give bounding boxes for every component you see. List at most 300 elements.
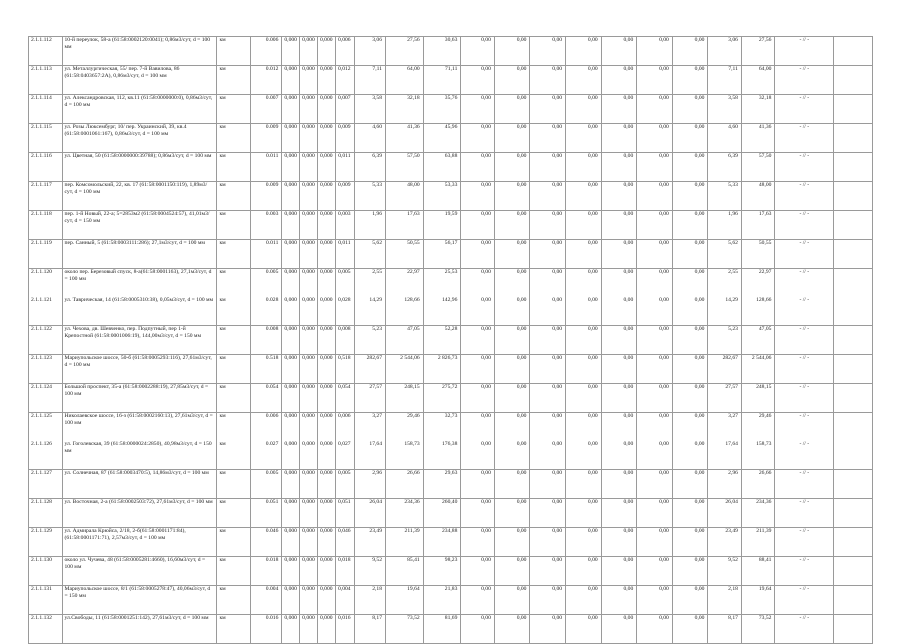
row-value-e bbox=[335, 528, 354, 557]
row-value-p bbox=[708, 269, 742, 326]
row-value-o bbox=[672, 557, 708, 586]
row-value-c bbox=[300, 269, 318, 326]
row-value-a bbox=[250, 211, 281, 240]
cell-text: км bbox=[219, 615, 226, 621]
cell-text: 17,63 bbox=[758, 211, 772, 217]
cell-text: 0,000 bbox=[319, 153, 333, 159]
cell-text: 3,27 bbox=[728, 413, 738, 419]
cell-text: 2,18 bbox=[372, 586, 383, 592]
row-value-n bbox=[637, 384, 673, 413]
cell-text: 0,000 bbox=[284, 37, 297, 43]
row-address bbox=[62, 182, 217, 211]
row-value-a bbox=[250, 95, 281, 124]
cell-text-sub: 0.027 bbox=[265, 441, 279, 447]
cell-text: 0,00 bbox=[587, 95, 598, 101]
cell-text: 0,000 bbox=[319, 355, 333, 361]
cell-text: 0.518 bbox=[265, 355, 279, 361]
cell-text: 41,36 bbox=[407, 124, 420, 130]
cell-text: - // - bbox=[799, 499, 810, 505]
row-value-j bbox=[494, 66, 530, 95]
row-value-l bbox=[566, 240, 602, 269]
row-value-k bbox=[530, 269, 566, 326]
row-code bbox=[29, 37, 63, 66]
cell-text: 0.016 bbox=[265, 615, 279, 621]
row-value-n bbox=[637, 528, 673, 557]
table-row bbox=[29, 153, 873, 182]
table-row bbox=[29, 326, 873, 355]
cell-text: 0,00 bbox=[694, 182, 705, 188]
row-note bbox=[775, 37, 834, 66]
cell-text: 2.1.1.124 bbox=[31, 384, 52, 390]
cell-text: 0,00 bbox=[587, 557, 598, 563]
row-value-l bbox=[566, 557, 602, 586]
cell-text: 0,00 bbox=[587, 37, 598, 43]
row-code bbox=[29, 586, 63, 615]
row-value-j bbox=[494, 37, 530, 66]
cell-text: 0,046 bbox=[338, 528, 351, 534]
row-value-a bbox=[250, 384, 281, 413]
cell-text: 0,000 bbox=[302, 269, 315, 275]
cell-text: 0,000 bbox=[319, 269, 333, 275]
row-value-h bbox=[423, 66, 461, 95]
cell-text: 0,000 bbox=[302, 66, 315, 72]
cell-text: 0,00 bbox=[516, 124, 527, 130]
cell-text: - // - bbox=[799, 269, 810, 275]
row-value-d bbox=[317, 413, 335, 470]
row-value-j bbox=[494, 269, 530, 326]
row-value-i bbox=[461, 37, 495, 66]
row-value-h bbox=[423, 528, 461, 557]
row-value-h bbox=[423, 37, 461, 66]
cell-text: 0,00 bbox=[623, 499, 634, 505]
cell-text: 0,000 bbox=[284, 124, 297, 130]
row-value-j bbox=[494, 470, 530, 499]
row-value-n bbox=[637, 37, 673, 66]
cell-text: 0,00 bbox=[694, 211, 705, 217]
row-value-g bbox=[386, 384, 424, 413]
row-value-m bbox=[601, 528, 637, 557]
row-value-e bbox=[335, 37, 354, 66]
row-value-m bbox=[601, 240, 637, 269]
row-unit bbox=[217, 557, 251, 586]
cell-text: 27,56 bbox=[407, 37, 420, 43]
cell-text-sub: км bbox=[219, 297, 226, 303]
cell-text-sub: - // - bbox=[799, 297, 810, 303]
cell-text: 0,000 bbox=[284, 240, 297, 246]
cell-text: 0,000 bbox=[284, 355, 297, 361]
cell-text: 0,005 bbox=[338, 269, 351, 275]
cell-text: 0,00 bbox=[659, 153, 669, 159]
cell-text: 0,00 bbox=[659, 586, 669, 592]
row-value-l bbox=[566, 470, 602, 499]
cell-text: 5,62 bbox=[728, 240, 738, 246]
row-unit bbox=[217, 355, 251, 384]
cell-text: 0,000 bbox=[284, 528, 297, 534]
row-value-a bbox=[250, 499, 281, 528]
cell-text: 0,00 bbox=[481, 182, 491, 188]
row-value-k bbox=[530, 37, 566, 66]
row-value-j bbox=[494, 240, 530, 269]
row-unit bbox=[217, 269, 251, 326]
row-value-f bbox=[354, 153, 385, 182]
row-value-p bbox=[708, 211, 742, 240]
cell-text: 0,00 bbox=[694, 384, 705, 390]
row-value-d bbox=[317, 470, 335, 499]
cell-text: км bbox=[219, 153, 226, 159]
cell-text: 0,00 bbox=[623, 557, 634, 563]
cell-text: 9,52 bbox=[728, 557, 738, 563]
cell-text: 4,60 bbox=[372, 124, 383, 130]
cell-text: 0,00 bbox=[552, 499, 563, 505]
row-value-o bbox=[672, 153, 708, 182]
cell-text: 0.051 bbox=[265, 499, 279, 505]
row-value-d bbox=[317, 37, 335, 66]
row-value-i bbox=[461, 211, 495, 240]
row-value-j bbox=[494, 557, 530, 586]
row-value-n bbox=[637, 413, 673, 470]
cell-text-sub: 176,38 bbox=[442, 441, 458, 447]
row-value-j bbox=[494, 413, 530, 470]
row-value-i bbox=[461, 470, 495, 499]
row-code bbox=[29, 124, 63, 153]
cell-text: км bbox=[219, 240, 226, 246]
cell-text: 0,012 bbox=[338, 66, 351, 72]
cell-text: 0,00 bbox=[552, 528, 563, 534]
row-unit bbox=[217, 153, 251, 182]
row-value-n bbox=[637, 326, 673, 355]
table-row bbox=[29, 240, 873, 269]
cell-text: 81,69 bbox=[444, 615, 458, 621]
cell-text: 0,00 bbox=[552, 557, 563, 563]
cell-text: 88,41 bbox=[758, 557, 772, 563]
row-value-b bbox=[282, 124, 300, 153]
cell-text: 0,00 bbox=[623, 240, 634, 246]
cell-text: 0,000 bbox=[319, 124, 333, 130]
cell-text: 282,67 bbox=[366, 355, 383, 361]
cell-text-sub: км bbox=[219, 441, 226, 447]
cell-text: 47,05 bbox=[758, 326, 772, 332]
cell-text: 5,23 bbox=[728, 326, 738, 332]
cell-text: 0,00 bbox=[694, 413, 705, 419]
cell-text: 64,00 bbox=[758, 66, 772, 72]
cell-text: км bbox=[219, 413, 226, 419]
table-row bbox=[29, 124, 873, 153]
cell-text: 0,00 bbox=[694, 499, 705, 505]
row-empty-cell bbox=[834, 557, 873, 586]
row-value-g bbox=[386, 470, 424, 499]
row-unit bbox=[217, 211, 251, 240]
row-value-n bbox=[637, 153, 673, 182]
row-value-b bbox=[282, 66, 300, 95]
cell-text: 0,000 bbox=[319, 413, 333, 419]
row-unit bbox=[217, 95, 251, 124]
row-value-e bbox=[335, 384, 354, 413]
cell-text: 45,96 bbox=[444, 124, 458, 130]
row-note bbox=[775, 66, 834, 95]
cell-text: 0,00 bbox=[587, 470, 598, 476]
cell-text: 0,00 bbox=[694, 124, 705, 130]
cell-text: 2.1.1.123 bbox=[31, 355, 52, 361]
row-value-e bbox=[335, 66, 354, 95]
cell-text: 2.1.1.128 bbox=[31, 499, 52, 505]
cell-text: ул. Розы Люксембург, 10/ пер. Украинский, 39, кв.4 (61:58:0001061:167), 0,86м3/сут, d = 100 мм bbox=[64, 124, 187, 137]
cell-text-sub: 158,73 bbox=[756, 441, 772, 447]
row-value-g bbox=[386, 413, 424, 470]
cell-text: км bbox=[219, 211, 226, 217]
row-value-p bbox=[708, 240, 742, 269]
row-value-e bbox=[335, 95, 354, 124]
cell-text: 0,00 bbox=[694, 528, 705, 534]
row-value-o bbox=[672, 326, 708, 355]
cell-text: - // - bbox=[799, 413, 810, 419]
cell-text: 3,06 bbox=[372, 37, 383, 43]
row-value-f bbox=[354, 528, 385, 557]
row-value-c bbox=[300, 326, 318, 355]
cell-text: 25,53 bbox=[444, 269, 458, 275]
cell-text: 234,36 bbox=[756, 499, 772, 505]
cell-text: 21,83 bbox=[444, 586, 458, 592]
row-value-q bbox=[741, 586, 775, 615]
row-value-q bbox=[741, 615, 775, 644]
row-value-o bbox=[672, 470, 708, 499]
cell-text: 0,000 bbox=[284, 499, 297, 505]
row-value-j bbox=[494, 384, 530, 413]
row-value-p bbox=[708, 355, 742, 384]
cell-text: - // - bbox=[799, 211, 810, 217]
table-row bbox=[29, 384, 873, 413]
row-value-c bbox=[300, 95, 318, 124]
row-value-h bbox=[423, 586, 461, 615]
cell-text: 56,17 bbox=[444, 240, 458, 246]
row-value-o bbox=[672, 240, 708, 269]
row-value-k bbox=[530, 615, 566, 644]
cell-text: 0,000 bbox=[302, 528, 315, 534]
cell-text: 0,00 bbox=[587, 182, 598, 188]
cell-text: 23,49 bbox=[725, 528, 738, 534]
cell-text: 48,00 bbox=[407, 182, 420, 188]
cell-text: 0,00 bbox=[516, 413, 527, 419]
cell-text: 2.1.1.113 bbox=[31, 66, 52, 72]
cell-text: 0,00 bbox=[552, 124, 563, 130]
cell-text: 0,00 bbox=[552, 586, 563, 592]
row-value-d bbox=[317, 211, 335, 240]
row-value-p bbox=[708, 124, 742, 153]
cell-text: 0,00 bbox=[623, 37, 634, 43]
cell-text: 0.009 bbox=[265, 124, 279, 130]
row-note bbox=[775, 586, 834, 615]
row-value-k bbox=[530, 211, 566, 240]
row-value-i bbox=[461, 413, 495, 470]
cell-text: 0,00 bbox=[587, 211, 598, 217]
row-value-e bbox=[335, 326, 354, 355]
row-value-p bbox=[708, 182, 742, 211]
row-value-a bbox=[250, 66, 281, 95]
cell-text: 0,000 bbox=[284, 153, 297, 159]
cell-text-sub: 0,028 bbox=[338, 297, 351, 303]
cell-text: 0,018 bbox=[338, 557, 351, 563]
row-address bbox=[62, 269, 217, 326]
row-value-m bbox=[601, 615, 637, 644]
row-note bbox=[775, 615, 834, 644]
cell-text-sub: 17,64 bbox=[369, 441, 383, 447]
cell-text-sub: 0,000 bbox=[302, 441, 315, 447]
row-value-p bbox=[708, 153, 742, 182]
cell-text: 0,00 bbox=[659, 124, 669, 130]
row-value-c bbox=[300, 182, 318, 211]
cell-text: 2.1.1.131 bbox=[31, 586, 52, 592]
row-value-g bbox=[386, 211, 424, 240]
cell-text: км bbox=[219, 66, 226, 72]
cell-text: 0,00 bbox=[623, 182, 634, 188]
cell-text: 0,00 bbox=[481, 413, 491, 419]
row-value-m bbox=[601, 557, 637, 586]
cell-text: 0,000 bbox=[284, 326, 297, 332]
cell-text: 19,64 bbox=[758, 586, 772, 592]
cell-text: Николаевское шоссе, 16-з (61:58:0002160:13), 27,61м3/сут, d = 100 мм bbox=[64, 413, 213, 426]
row-empty-cell bbox=[834, 182, 873, 211]
cell-text: 0,016 bbox=[338, 615, 351, 621]
row-value-e bbox=[335, 269, 354, 326]
cell-text: 2,18 bbox=[728, 586, 738, 592]
row-value-b bbox=[282, 355, 300, 384]
cell-text: 0,000 bbox=[302, 124, 315, 130]
cell-text: 0.011 bbox=[265, 153, 279, 159]
row-value-h bbox=[423, 153, 461, 182]
row-value-c bbox=[300, 470, 318, 499]
cell-text: 0,00 bbox=[587, 586, 598, 592]
row-empty-cell bbox=[834, 37, 873, 66]
row-value-i bbox=[461, 124, 495, 153]
cell-text-sub: 0,00 bbox=[694, 297, 705, 303]
cell-text-sub: 0,027 bbox=[338, 441, 351, 447]
cell-text: 0,00 bbox=[587, 240, 598, 246]
cell-text: 0.011 bbox=[265, 240, 279, 246]
row-value-o bbox=[672, 499, 708, 528]
row-value-a bbox=[250, 124, 281, 153]
row-value-e bbox=[335, 355, 354, 384]
cell-text: - // - bbox=[799, 384, 810, 390]
cell-text: 0,00 bbox=[481, 557, 491, 563]
cell-text-sub: 0,000 bbox=[284, 297, 297, 303]
row-value-m bbox=[601, 95, 637, 124]
row-value-k bbox=[530, 528, 566, 557]
row-value-q bbox=[741, 95, 775, 124]
cell-text-sub: ул. Таврическая, 14 (61:58:0005310:38), 0,05м3/сут, d = 100 мм bbox=[64, 297, 214, 303]
cell-text: 29,46 bbox=[758, 413, 772, 419]
cell-text: - // - bbox=[799, 37, 810, 43]
cell-text: 0,00 bbox=[659, 355, 669, 361]
cell-text: Мариупольское шоссе, 50-б (61:58:0005293:116), 27,61м3/сут, d = 100 мм bbox=[64, 355, 212, 368]
row-value-b bbox=[282, 211, 300, 240]
row-value-a bbox=[250, 355, 281, 384]
cell-text: км bbox=[219, 37, 226, 43]
row-value-o bbox=[672, 182, 708, 211]
cell-text: 0,000 bbox=[302, 413, 315, 419]
cell-text: 6,39 bbox=[728, 153, 738, 159]
row-value-m bbox=[601, 499, 637, 528]
cell-text: 26,04 bbox=[369, 499, 383, 505]
row-value-d bbox=[317, 586, 335, 615]
row-address bbox=[62, 37, 217, 66]
cell-text-sub: 0,00 bbox=[552, 297, 563, 303]
cell-text: 0.018 bbox=[265, 557, 279, 563]
cell-text: 0,00 bbox=[552, 615, 563, 621]
row-value-h bbox=[423, 211, 461, 240]
cell-text: 63,88 bbox=[444, 153, 458, 159]
cell-text: 5,62 bbox=[372, 240, 383, 246]
cell-text: 0,000 bbox=[284, 384, 297, 390]
cell-text: 0,00 bbox=[623, 470, 634, 476]
cell-text: 7,11 bbox=[372, 66, 383, 72]
cell-text-sub: 0,000 bbox=[319, 297, 333, 303]
cell-text: 41,36 bbox=[758, 124, 772, 130]
cell-text: 0,00 bbox=[481, 384, 491, 390]
row-unit bbox=[217, 470, 251, 499]
cell-text: 0,00 bbox=[659, 95, 669, 101]
cell-text: 0,000 bbox=[319, 586, 333, 592]
row-value-e bbox=[335, 557, 354, 586]
cell-text: 0,00 bbox=[694, 355, 705, 361]
row-value-i bbox=[461, 557, 495, 586]
cell-text: 2.1.1.122 bbox=[31, 326, 52, 332]
cell-text: 0,00 bbox=[694, 95, 705, 101]
row-value-d bbox=[317, 326, 335, 355]
cell-text: 0,000 bbox=[302, 499, 315, 505]
row-value-h bbox=[423, 326, 461, 355]
cell-text: 2,96 bbox=[728, 470, 738, 476]
row-value-o bbox=[672, 269, 708, 326]
row-unit bbox=[217, 413, 251, 470]
cell-text: - // - bbox=[799, 95, 810, 101]
row-address bbox=[62, 470, 217, 499]
cell-text: 0,00 bbox=[659, 413, 669, 419]
row-value-o bbox=[672, 384, 708, 413]
row-address bbox=[62, 355, 217, 384]
cell-text: 0,000 bbox=[284, 615, 297, 621]
row-value-c bbox=[300, 586, 318, 615]
cell-text: ул. Александровская, 112, кв.11 (61:58:0000000:0), 0,86м3/сут, d = 100 мм bbox=[64, 95, 213, 108]
row-value-o bbox=[672, 586, 708, 615]
investment-table bbox=[28, 36, 873, 644]
row-value-e bbox=[335, 615, 354, 644]
row-value-g bbox=[386, 269, 424, 326]
row-value-f bbox=[354, 586, 385, 615]
cell-text: 0,00 bbox=[659, 557, 669, 563]
cell-text: 2.1.1.130 bbox=[31, 557, 52, 563]
row-value-o bbox=[672, 37, 708, 66]
cell-text-sub: 142,96 bbox=[442, 297, 458, 303]
row-value-o bbox=[672, 528, 708, 557]
row-value-d bbox=[317, 66, 335, 95]
row-value-d bbox=[317, 615, 335, 644]
row-value-f bbox=[354, 37, 385, 66]
cell-text: 0,00 bbox=[552, 470, 563, 476]
cell-text: 2.1.1.129 bbox=[31, 528, 52, 534]
cell-text: 5,33 bbox=[728, 182, 738, 188]
cell-text: 0,000 bbox=[302, 615, 315, 621]
cell-text: 248,15 bbox=[404, 384, 420, 390]
cell-text: 260,40 bbox=[442, 499, 458, 505]
row-note bbox=[775, 355, 834, 384]
cell-text: 2,55 bbox=[372, 269, 383, 275]
row-value-d bbox=[317, 182, 335, 211]
row-value-m bbox=[601, 211, 637, 240]
cell-text: 2.1.1.132 bbox=[31, 615, 52, 621]
cell-text: 0,00 bbox=[481, 124, 491, 130]
cell-text: км bbox=[219, 470, 226, 476]
cell-text: ул. Восточная, 2-а (61:58:0002503:72), 27,61м3/сут, d = 100 мм bbox=[64, 499, 213, 505]
row-value-g bbox=[386, 326, 424, 355]
